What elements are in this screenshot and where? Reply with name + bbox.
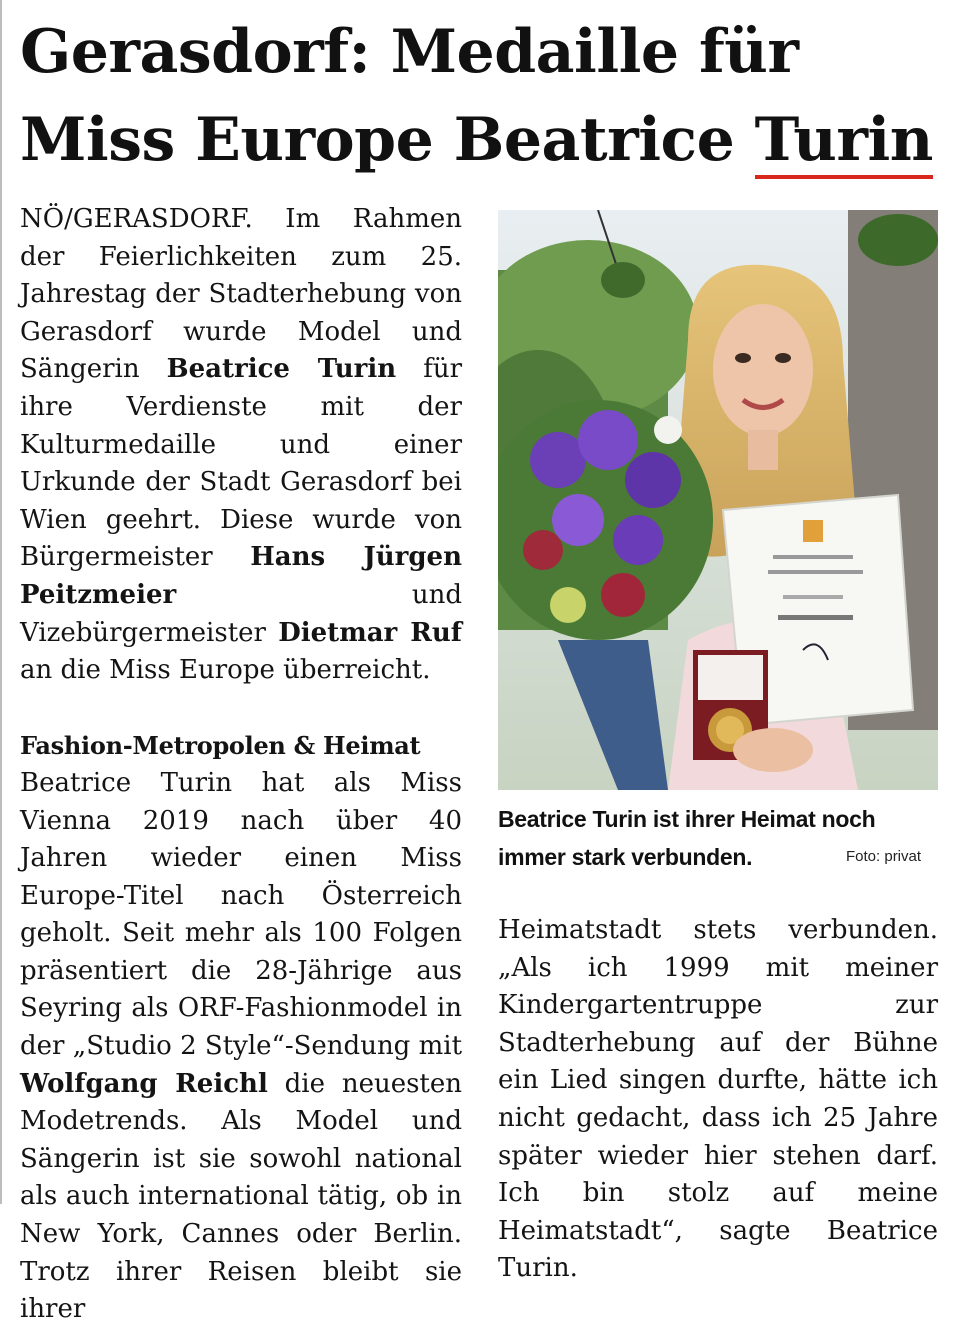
article-left-column (20, 201, 462, 1329)
photo-caption: Beatrice Turin ist ihrer Heimat noch immer stark verbunden. (498, 806, 876, 870)
name-dietmar-ruf: Dietmar Ruf (278, 617, 462, 648)
lead-paragraph: NÖ/GERASDORF. Im Rahmen der Feierlichkeiten zum 25. Jahrestag der Stadterhebung von Gerasdorf wurde Model und Sängerin Beatrice Turin für ihre Verdienste mit der Kulturmedaille und einer Urkunde der Stadt Gerasdorf bei Wien geehrt. Diese wurde von Bürgermeister Hans Jürgen Peitzmeier und Vizebürgermeister Dietmar Ruf an die Miss Europe überreicht. (20, 204, 463, 686)
photo-credit: Foto: privat (846, 848, 922, 865)
headline: Gerasdorf: Medaille für Miss Europe Beatrice Turin (20, 8, 950, 184)
name-hans-juergen-peitzmeier: Hans Jürgen Peitzmeier (20, 542, 462, 610)
name-wolfgang-reichl: Wolfgang Reichl (20, 1068, 268, 1099)
column-rule (0, 0, 2, 1204)
continued-paragraph: Heimatstadt stets verbunden. „Als ich 1999 mit meiner Kindergartentruppe zur Stadterhebung auf der Bühne ein Lied singen durfte, hätte ich nicht gedacht, dass ich 25 Jahre später wieder hier stehen darf. Ich bin stolz auf meine Heimatstadt“, sagte Beatrice Turin. (498, 915, 938, 1284)
name-beatrice-turin: Beatrice Turin (166, 354, 397, 385)
body-paragraph: Beatrice Turin hat als Miss Vienna 2019 nach über 40 Jahren wieder einen Miss Europe-Titel nach Österreich geholt. Seit mehr als 100 Folgen präsentiert die 28-Jährige aus Seyring als ORF-Fashionmodel in der „Studio 2 Style“-Sendung mit Wolfgang Reichl die neuesten Modetrends. Als Model und Sängerin ist sie sowohl national als auch international tätig, ob in New York, Cannes oder Berlin. Trotz ihrer Reisen bleibt sie ihrer (20, 767, 463, 1325)
article-photo (498, 210, 938, 790)
subheading: Fashion-Metropolen & Heimat (20, 731, 421, 761)
headline-highlight: Turin (755, 105, 933, 179)
